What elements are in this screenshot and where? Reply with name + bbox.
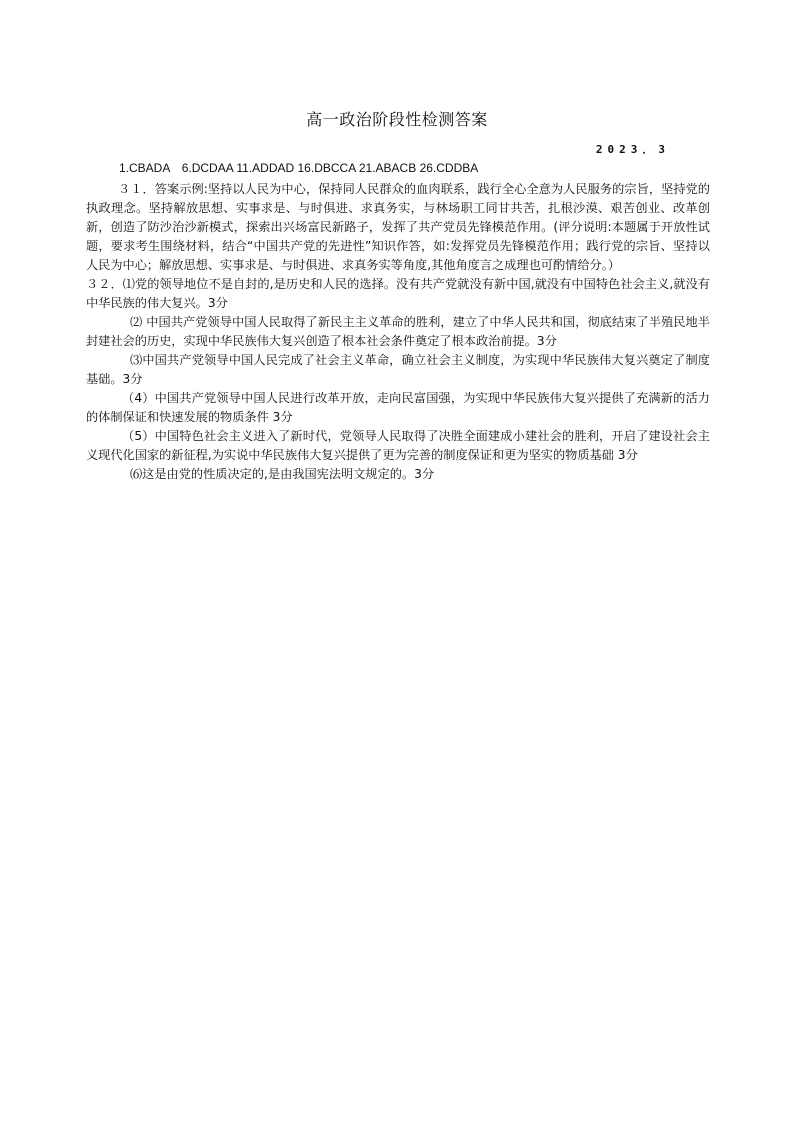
answer-q32-part5: （5）中国特色社会主义进入了新时代，党领导人民取得了决胜全面建成小建社会的胜利，开启了建设社会主义现代化国家的新征程,为实说中华民族伟大复兴提供了更为完善的制度保证和更为坚实的物质基础 3分	[86, 429, 710, 462]
multiple-choice-answers: 1.CBADA 6.DCDAA 11.ADDAD 16.DBCCA 21.ABACB 26.CDDBA	[119, 161, 479, 175]
answer-q32-part6: ⑹这是由党的性质决定的,是由我国宪法明文规定的。3分	[130, 467, 435, 481]
answer-q31: ３１．答案示例:坚持以人民为中心，保持同人民群众的血肉联系，践行全心全意为人民服务的宗旨，坚持党的执政理念。坚持解放思想、实事求是、与时俱进、求真务实，与林场职工同甘共苦，扎根沙漠、艰苦创业、改革创新，创造了防沙治沙新模式，探索出兴场富民新路子，发挥了共产党员先锋模范作用。(评分说明:本题属于开放性试题，要求考生围绕材料，结合“中国共产党的先进性”知识作答，如:发挥党员先锋模范作用；践行党的宗旨、坚持以人民为中心；解放思想、实事求是、与时俱进、求真务实等角度,其他角度言之成理也可酌情给分。）	[86, 182, 710, 272]
exam-date: 2023．3	[595, 143, 670, 156]
answer-body	[86, 180, 710, 484]
answer-q32-part2: ⑵ 中国共产党领导中国人民取得了新民主主义革命的胜利，建立了中华人民共和国，彻底结束了半殖民地半封建社会的历史，实现中华民族伟大复兴创造了根本社会条件奠定了根本政治前提。3分	[86, 315, 710, 348]
answer-q32-part3: ⑶中国共产党领导中国人民完成了社会主义革命，确立社会主义制度，为实现中华民族伟大复兴奠定了制度基础。3分	[86, 353, 710, 386]
answer-q32-part1: ３２．⑴党的领导地位不是自封的,是历史和人民的选择。没有共产党就没有新中国,就没有中国特色社会主义,就没有中华民族的伟大复兴。3分	[86, 277, 710, 310]
answer-q32-part4: （4）中国共产党领导中国人民进行改革开放，走向民富国强，为实现中华民族伟大复兴提供了充满新的活力的体制保证和快速发展的物质条件 3分	[86, 391, 710, 424]
page-title: 高一政治阶段性检测答案	[306, 110, 488, 129]
